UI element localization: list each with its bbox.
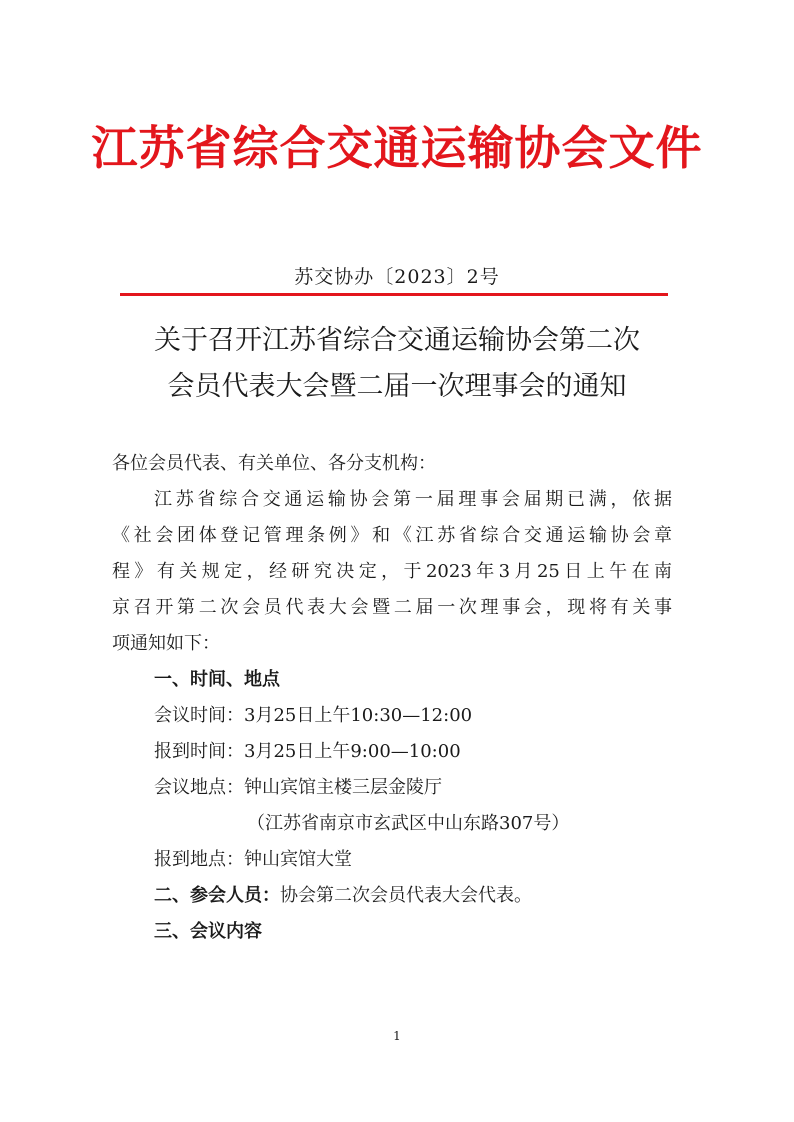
attendees-text: 协会第二次会员代表大会代表。 <box>280 885 532 906</box>
meeting-place: 会议地点：钟山宾馆主楼三层金陵厅 <box>154 777 442 798</box>
document-number: 苏交协办〔2023〕2号 <box>294 266 500 288</box>
meeting-time: 会议时间：3月25日上午10:30—12:00 <box>154 705 473 726</box>
red-divider-line <box>120 293 668 296</box>
paragraph-line: 项通知如下： <box>112 633 220 654</box>
meeting-address: （江苏省南京市玄武区中山东路307号） <box>247 813 570 834</box>
notice-body <box>112 446 672 950</box>
notice-subject-line: 关于召开江苏省综合交通运输协会第二次 <box>154 325 640 356</box>
section-heading: 三、会议内容 <box>154 921 262 942</box>
section-heading: 一、时间、地点 <box>154 669 280 690</box>
paragraph-line: 《社会团体登记管理条例》和《江苏省综合交通运输协会章 <box>112 525 672 546</box>
document-header-title: 江苏省综合交通运输协会文件 <box>91 121 703 175</box>
checkin-place: 报到地点：钟山宾馆大堂 <box>154 849 352 870</box>
salutation: 各位会员代表、有关单位、各分支机构： <box>112 453 436 474</box>
checkin-time: 报到时间：3月25日上午9:00—10:00 <box>154 741 461 762</box>
paragraph-line: 江苏省综合交通运输协会第一届理事会届期已满，依据 <box>154 489 672 510</box>
notice-subject-line: 会员代表大会暨二届一次理事会的通知 <box>167 371 627 402</box>
paragraph-line: 京召开第二次会员代表大会暨二届一次理事会，现将有关事 <box>112 597 672 618</box>
section-heading: 二、参会人员： <box>154 885 280 906</box>
page-number: 1 <box>393 1029 401 1043</box>
paragraph-line: 程》有关规定，经研究决定，于2023年3月25日上午在南 <box>112 561 672 582</box>
notice-subject <box>90 318 704 410</box>
attendees-line <box>112 878 672 914</box>
